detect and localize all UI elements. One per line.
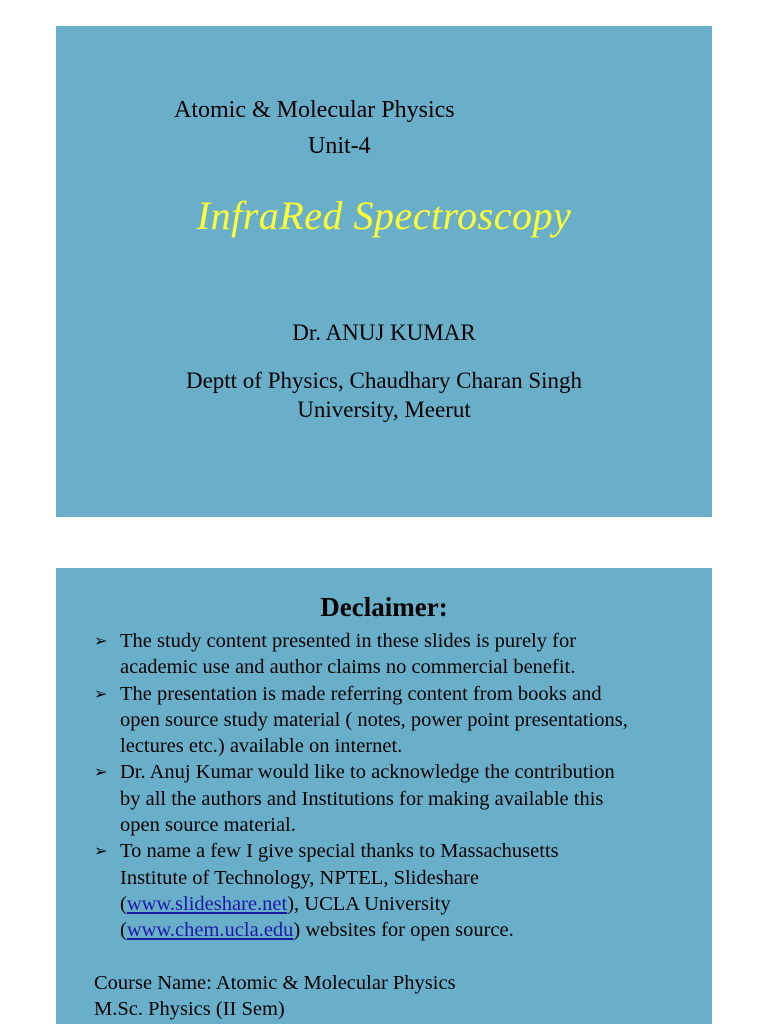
department-line-1: Deptt of Physics, Chaudhary Charan Singh bbox=[185, 368, 583, 393]
bullet-text-line: by all the authors and Institutions for making available this bbox=[120, 787, 604, 810]
ucla-chem-link[interactable]: www.chem.ucla.edu bbox=[126, 919, 294, 942]
bullet-text-line: lectures etc.) available on internet. bbox=[120, 735, 403, 758]
bullet-text-fragment: ) websites for open source. bbox=[293, 919, 514, 942]
arrow-bullet-icon: ➢ bbox=[94, 683, 108, 703]
title-slide bbox=[56, 26, 712, 517]
paren-text: ( bbox=[120, 892, 127, 915]
bullet-text-line: Dr. Anuj Kumar would like to acknowledge the contribution bbox=[120, 761, 615, 784]
bullet-text-line: Institute of Technology, NPTEL, Slideshare bbox=[120, 866, 479, 889]
list-item bbox=[94, 628, 694, 681]
bullet-text-line: open source study material ( notes, power point presentations, bbox=[120, 708, 628, 731]
list-item bbox=[94, 838, 694, 943]
bullet-text-line bbox=[120, 891, 694, 917]
disclaimer-heading: Declaimer: bbox=[320, 592, 448, 622]
slideshare-link[interactable]: www.slideshare.net bbox=[126, 892, 288, 915]
arrow-bullet-icon: ➢ bbox=[94, 762, 108, 782]
arrow-bullet-icon: ➢ bbox=[94, 841, 108, 861]
bullet-text-line: academic use and author claims no commercial benefit. bbox=[120, 656, 576, 679]
disclaimer-list bbox=[94, 628, 694, 944]
paren-text: ( bbox=[120, 919, 127, 942]
author-name: Dr. ANUJ KUMAR bbox=[292, 320, 476, 345]
list-item bbox=[94, 759, 694, 838]
bullet-text-fragment: ), UCLA University bbox=[287, 892, 451, 915]
bullet-text-line: open source material. bbox=[120, 814, 296, 837]
bullet-text-line bbox=[120, 917, 694, 943]
footer-course-name: Course Name: Atomic & Molecular Physics bbox=[94, 972, 456, 994]
bullet-text-line: The presentation is made referring content from books and bbox=[120, 682, 602, 705]
course-name: Atomic & Molecular Physics bbox=[174, 97, 455, 123]
presentation-title: InfraRed Spectroscopy bbox=[196, 193, 572, 238]
unit-label: Unit-4 bbox=[308, 133, 371, 159]
bullet-text-line: To name a few I give special thanks to Massachusetts bbox=[120, 840, 559, 863]
course-footer bbox=[94, 970, 456, 1023]
department-line-2: University, Meerut bbox=[297, 397, 471, 422]
disclaimer-slide bbox=[56, 568, 712, 1024]
footer-program: M.Sc. Physics (II Sem) bbox=[94, 998, 285, 1021]
list-item bbox=[94, 681, 694, 760]
bullet-text-line: The study content presented in these slides is purely for bbox=[120, 630, 577, 652]
arrow-bullet-icon: ➢ bbox=[94, 631, 108, 650]
